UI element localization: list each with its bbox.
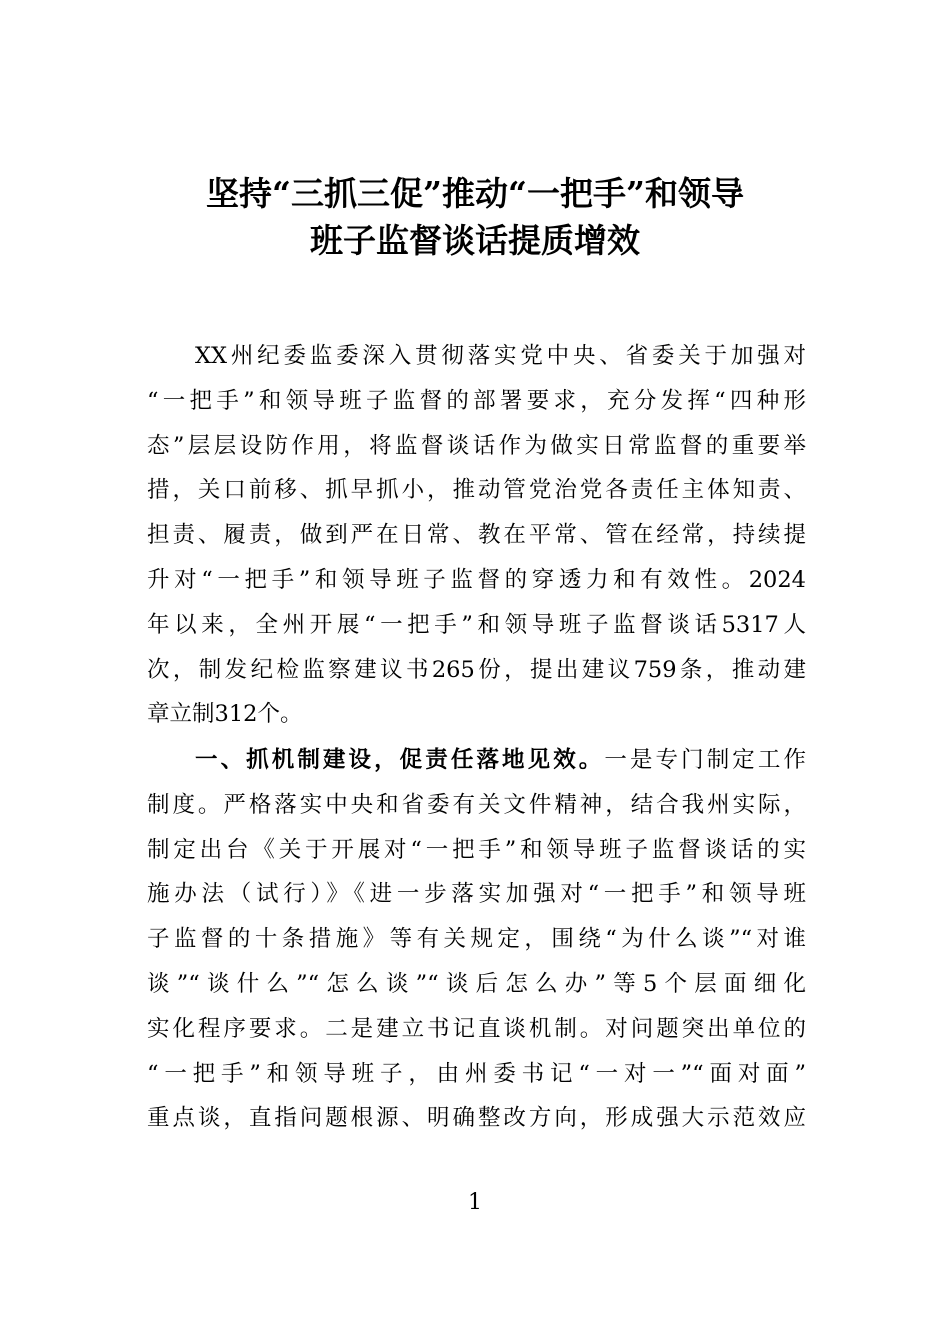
- text-line: “一把手”和领导班子，由州委书记“一对一”“面对面”: [147, 1060, 806, 1087]
- document-title-line-2: 班子监督谈话提质增效: [310, 221, 640, 260]
- document-title-line-1: 坚持“三抓三促”推动“一把手”和领导: [206, 174, 744, 213]
- text-line: 措，关口前移、抓早抓小，推动管党治党各责任主体知责、: [147, 477, 806, 504]
- text-line: 章立制312个。: [147, 701, 303, 728]
- text-line: “一把手”和领导班子监督的部署要求，充分发挥“四种形: [147, 387, 806, 414]
- text-line: 施办法（试行）》《进一步落实加强对“一把手”和领导班: [147, 881, 806, 908]
- page-number: 1: [468, 1190, 482, 1215]
- text-line: 次，制发纪检监察建议书265份，提出建议759条，推动建: [147, 656, 806, 683]
- text-line: 制定出台《关于开展对“一把手”和领导班子监督谈话的实: [147, 836, 806, 863]
- section-heading: 一、抓机制建设，促责任落地见效。: [195, 747, 605, 773]
- text-line: 谈”“谈什么”“怎么谈”“谈后怎么办”等5个层面细化: [147, 970, 806, 997]
- text-line: 实化程序要求。二是建立书记直谈机制。对问题突出单位的: [147, 1015, 806, 1042]
- text-line: 年以来，全州开展“一把手”和领导班子监督谈话5317人: [147, 611, 806, 638]
- text-line: XX州纪委监委深入贯彻落实党中央、省委关于加强对: [195, 343, 806, 369]
- paragraph-section-1: [147, 738, 806, 1141]
- text-line: [147, 738, 806, 783]
- text-line: 升对“一把手”和领导班子监督的穿透力和有效性。2024: [147, 566, 806, 593]
- text-line: 担责、履责，做到严在日常、教在平常、管在经常，持续提: [147, 522, 806, 549]
- text-fragment: 一是专门制定工作: [604, 747, 806, 773]
- text-line: 态”层层设防作用，将监督谈话作为做实日常监督的重要举: [147, 432, 806, 459]
- text-line: 制度。严格落实中央和省委有关文件精神，结合我州实际，: [147, 791, 806, 818]
- paragraph-intro: [147, 334, 806, 737]
- text-line: 子监督的十条措施》等有关规定，围绕“为什么谈”“对谁: [147, 926, 806, 953]
- text-line: 重点谈，直指问题根源、明确整改方向，形成强大示范效应: [147, 1105, 806, 1132]
